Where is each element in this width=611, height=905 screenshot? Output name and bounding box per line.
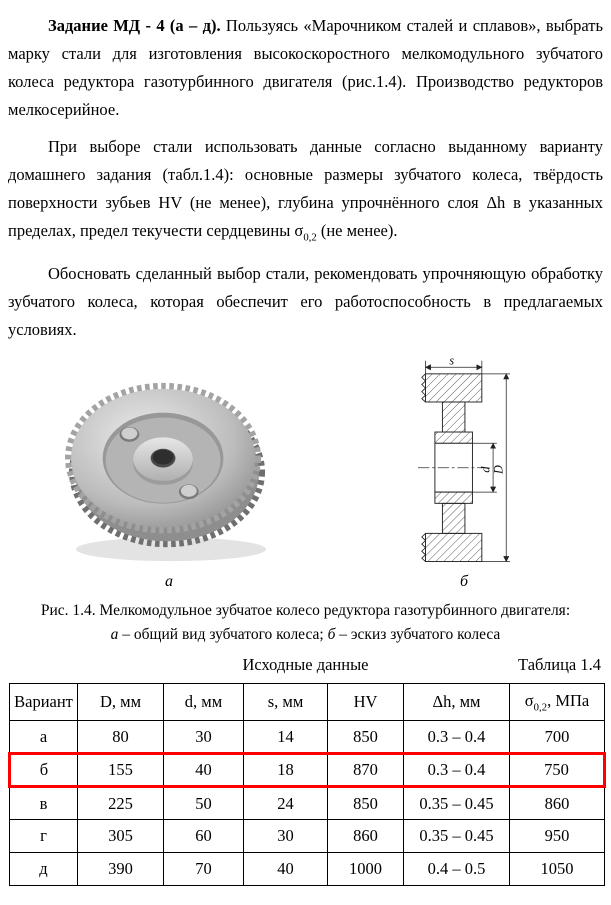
cell-D: 155 bbox=[78, 754, 164, 787]
cell-sigma: 1050 bbox=[510, 853, 605, 886]
dim-D-label: D bbox=[491, 465, 506, 475]
cell-d: 40 bbox=[164, 754, 244, 787]
cell-hv: 860 bbox=[328, 820, 404, 853]
table-row bbox=[10, 853, 605, 886]
figure-b bbox=[403, 355, 525, 591]
col-header-variant: Вариант bbox=[10, 684, 78, 721]
dim-s-label: s bbox=[449, 355, 455, 368]
cell-d: 30 bbox=[164, 721, 244, 754]
cell-dh: 0.3 – 0.4 bbox=[404, 721, 510, 754]
cell-D: 225 bbox=[78, 787, 164, 820]
figure-caption-line2 bbox=[8, 623, 603, 647]
cell-D: 305 bbox=[78, 820, 164, 853]
cell-variant: а bbox=[10, 721, 78, 754]
cell-hv: 850 bbox=[328, 787, 404, 820]
paragraph-justification bbox=[8, 260, 603, 344]
cell-sigma: 750 bbox=[510, 754, 605, 787]
cell-s: 40 bbox=[244, 853, 328, 886]
sigma-subscript: 0,2 bbox=[303, 231, 317, 244]
paragraph-data-requirements bbox=[8, 133, 603, 251]
cell-D: 390 bbox=[78, 853, 164, 886]
figure-label-b: б bbox=[459, 573, 469, 591]
cell-variant: б bbox=[10, 754, 78, 787]
sigma-sub: 0,2 bbox=[533, 701, 548, 714]
sigma-symbol: σ bbox=[524, 691, 534, 711]
caption-a-text: – общий вид зубчатого колеса; bbox=[118, 626, 328, 644]
cell-dh: 0.35 – 0.45 bbox=[404, 820, 510, 853]
table-title-row bbox=[8, 655, 603, 681]
table-title: Исходные данные bbox=[242, 655, 369, 675]
table-row bbox=[10, 820, 605, 853]
table-row bbox=[10, 754, 605, 787]
col-header-d: d, мм bbox=[164, 684, 244, 721]
col-header-hv: HV bbox=[328, 684, 404, 721]
cell-d: 60 bbox=[164, 820, 244, 853]
cell-s: 18 bbox=[244, 754, 328, 787]
cell-variant: д bbox=[10, 853, 78, 886]
paragraph-task bbox=[8, 12, 603, 124]
task-text: Пользуясь «Марочником сталей и сплавов», выбрать марку стали для изготовления высокоскоростного мелкомодульного зубчатого колеса редуктора газотурбинного двигателя (рис.1.4). Производство редукторов мелкосерийное. bbox=[8, 16, 603, 119]
cell-hv: 870 bbox=[328, 754, 404, 787]
cell-hv: 1000 bbox=[328, 853, 404, 886]
table-label: Таблица 1.4 bbox=[518, 655, 601, 675]
cell-hv: 850 bbox=[328, 721, 404, 754]
cell-dh: 0.4 – 0.5 bbox=[404, 853, 510, 886]
cell-sigma: 860 bbox=[510, 787, 605, 820]
cell-d: 70 bbox=[164, 853, 244, 886]
cell-D: 80 bbox=[78, 721, 164, 754]
gear-sketch bbox=[403, 355, 525, 571]
figure-caption bbox=[8, 599, 603, 647]
caption-b-text: – эскиз зубчатого колеса bbox=[335, 626, 501, 644]
cell-dh: 0.3 – 0.4 bbox=[404, 754, 510, 787]
requirements-text-end: (не менее). bbox=[316, 221, 398, 240]
requirements-text: При выборе стали использовать данные согласно выданному варианту домашнего задания (табл.1.4): основные размеры зубчатого колеса, твёрдость поверхности зубьев HV (не менее), глубина упрочнённого слоя Δh в указанных пределах, предел текучести сердцевины σ bbox=[8, 137, 603, 240]
justification-text: Обосновать сделанный выбор стали, рекомендовать упрочняющую обработку зубчатого колеса, которая обеспечит его работоспособность в предлагаемых условиях. bbox=[8, 264, 603, 340]
figure-a bbox=[50, 373, 288, 591]
cell-sigma: 950 bbox=[510, 820, 605, 853]
col-header-s: s, мм bbox=[244, 684, 328, 721]
cell-variant: г bbox=[10, 820, 78, 853]
table-row bbox=[10, 721, 605, 754]
col-header-D: D, мм bbox=[78, 684, 164, 721]
cell-d: 50 bbox=[164, 787, 244, 820]
caption-b-letter: б bbox=[327, 626, 336, 644]
cell-sigma: 700 bbox=[510, 721, 605, 754]
cell-dh: 0.35 – 0.45 bbox=[404, 787, 510, 820]
figure-label-a: а bbox=[165, 573, 173, 591]
table-header-row bbox=[10, 684, 605, 721]
table-row bbox=[10, 787, 605, 820]
cell-s: 30 bbox=[244, 820, 328, 853]
task-title: Задание МД - 4 (а – д). bbox=[48, 16, 221, 35]
col-header-sigma bbox=[510, 684, 605, 721]
caption-a-letter: а bbox=[110, 626, 119, 644]
gear-photo bbox=[50, 373, 288, 571]
gear-hub bbox=[133, 438, 192, 486]
sigma-units: , МПа bbox=[547, 691, 590, 711]
figure-caption-line1: Рис. 1.4. Мелкомодульное зубчатое колесо редуктора газотурбинного двигателя: bbox=[40, 602, 571, 620]
col-header-dh: Δh, мм bbox=[404, 684, 510, 721]
cell-s: 24 bbox=[244, 787, 328, 820]
cell-variant: в bbox=[10, 787, 78, 820]
data-table bbox=[8, 683, 606, 886]
figure-row bbox=[8, 353, 603, 591]
dim-d-label: d bbox=[478, 466, 493, 473]
dimension-s bbox=[426, 355, 482, 374]
cell-s: 14 bbox=[244, 721, 328, 754]
